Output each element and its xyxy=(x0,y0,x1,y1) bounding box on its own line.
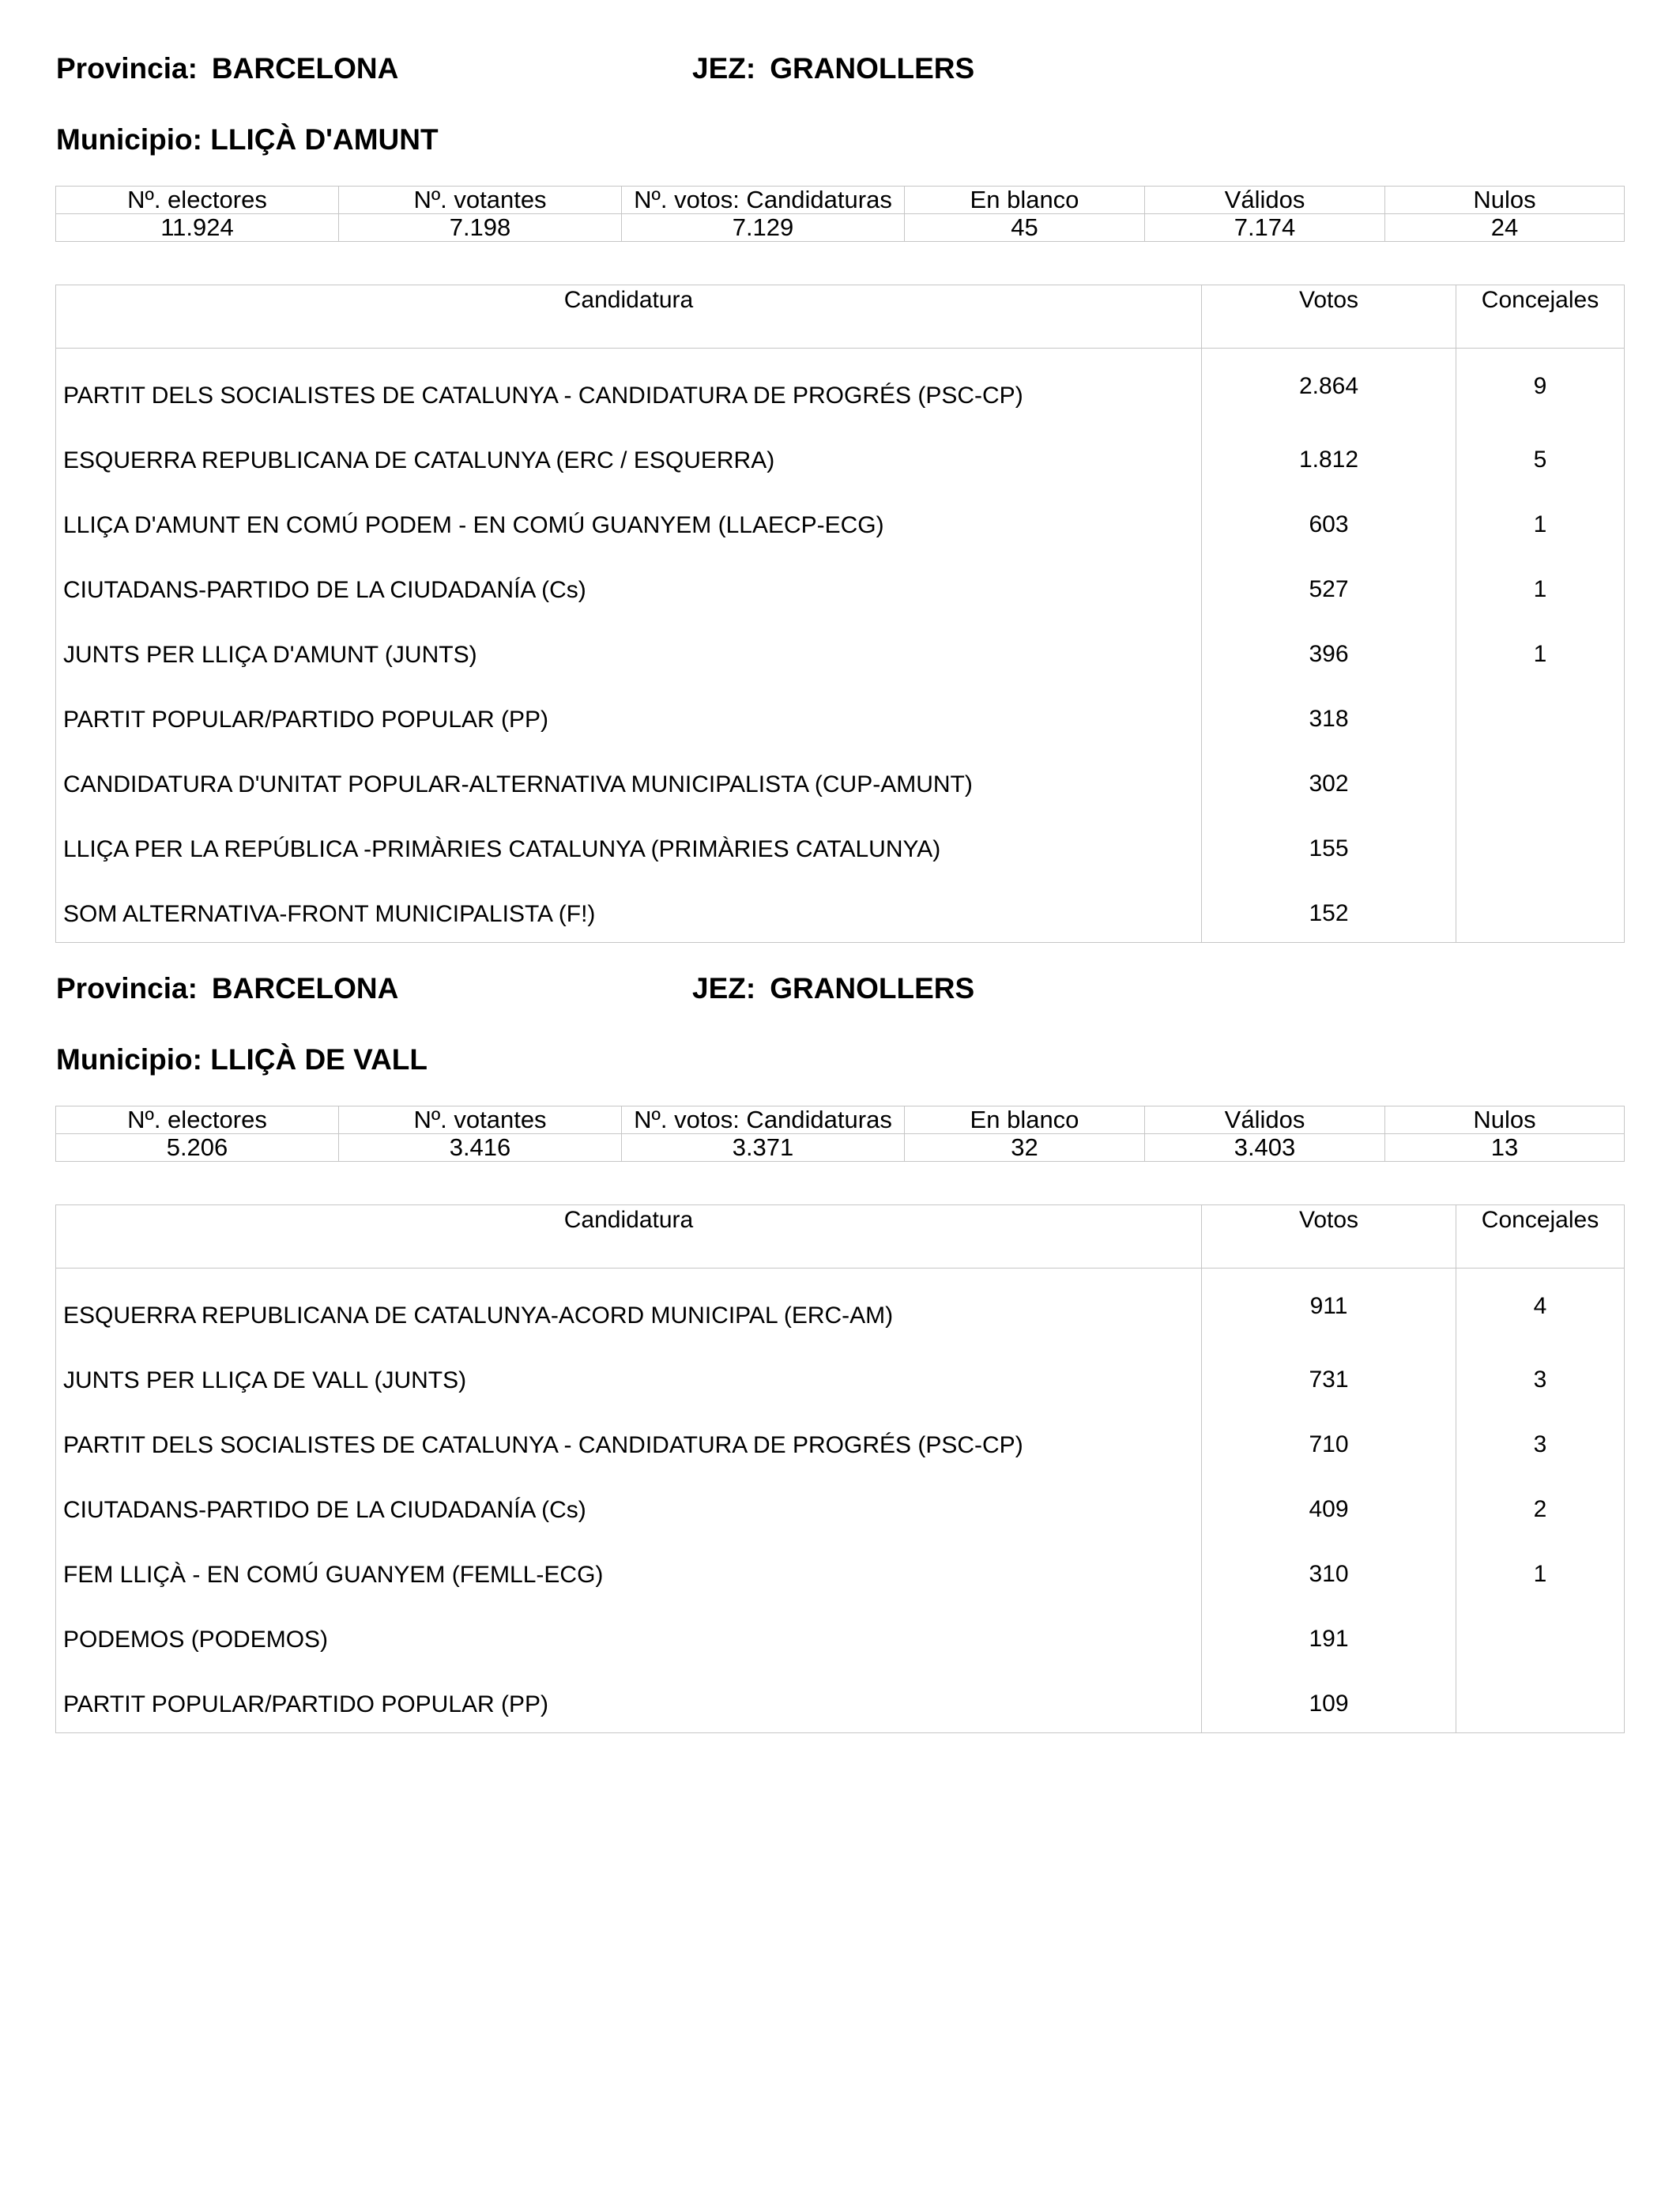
table-row xyxy=(56,424,1625,488)
concejales-value xyxy=(1456,748,1625,812)
jez-line xyxy=(692,971,974,1006)
concejales-value: 1 xyxy=(1456,618,1625,683)
concejales-value xyxy=(1456,812,1625,877)
jez-value: GRANOLLERS xyxy=(770,52,975,85)
votos-value: 409 xyxy=(1202,1473,1456,1538)
votos-value: 731 xyxy=(1202,1344,1456,1408)
stats-header-validos: Válidos xyxy=(1145,1106,1385,1134)
table-row xyxy=(56,1344,1625,1408)
stats-value-validos: 7.174 xyxy=(1145,214,1385,242)
stats-value-votantes: 3.416 xyxy=(339,1134,622,1162)
table-row xyxy=(56,1603,1625,1668)
results-table xyxy=(55,1204,1625,1733)
concejales-value: 1 xyxy=(1456,553,1625,618)
concejales-value: 9 xyxy=(1456,349,1625,424)
votos-value: 1.812 xyxy=(1202,424,1456,488)
stats-header-row xyxy=(56,1106,1625,1134)
stats-header-validos: Válidos xyxy=(1145,187,1385,214)
stats-value-en-blanco: 32 xyxy=(905,1134,1145,1162)
table-row xyxy=(56,488,1625,553)
stats-header-en-blanco: En blanco xyxy=(905,1106,1145,1134)
stats-value-votos-candidaturas: 7.129 xyxy=(622,214,905,242)
table-row xyxy=(56,1668,1625,1733)
stats-header-en-blanco: En blanco xyxy=(905,187,1145,214)
stats-value-electores: 5.206 xyxy=(56,1134,339,1162)
concejales-value xyxy=(1456,683,1625,748)
candidatura-name: CIUTADANS-PARTIDO DE LA CIUDADANÍA (Cs) xyxy=(56,1473,1202,1538)
concejales-value: 3 xyxy=(1456,1344,1625,1408)
summary-stats-table xyxy=(55,186,1625,242)
candidatura-name: LLIÇA D'AMUNT EN COMÚ PODEM - EN COMÚ GUANYEM (LLAECP-ECG) xyxy=(56,488,1202,553)
municipio-line xyxy=(56,1042,428,1077)
results-header-votos: Votos xyxy=(1202,285,1456,349)
municipio-label: Municipio: xyxy=(56,1043,202,1076)
concejales-value xyxy=(1456,877,1625,943)
results-header-candidatura: Candidatura xyxy=(56,1205,1202,1269)
results-table xyxy=(55,285,1625,943)
concejales-value: 4 xyxy=(1456,1269,1625,1344)
candidatura-name: ESQUERRA REPUBLICANA DE CATALUNYA-ACORD MUNICIPAL (ERC-AM) xyxy=(56,1269,1202,1344)
table-row xyxy=(56,812,1625,877)
candidatura-name: JUNTS PER LLIÇA D'AMUNT (JUNTS) xyxy=(56,618,1202,683)
votos-value: 310 xyxy=(1202,1538,1456,1603)
summary-stats-table xyxy=(55,1106,1625,1162)
votos-value: 603 xyxy=(1202,488,1456,553)
stats-header-votantes: Nº. votantes xyxy=(339,187,622,214)
jez-value: GRANOLLERS xyxy=(770,972,975,1005)
concejales-value: 3 xyxy=(1456,1408,1625,1473)
stats-value-validos: 3.403 xyxy=(1145,1134,1385,1162)
results-header-row xyxy=(56,285,1625,349)
provincia-value: BARCELONA xyxy=(211,52,399,85)
candidatura-name: LLIÇA PER LA REPÚBLICA -PRIMÀRIES CATALUNYA (PRIMÀRIES CATALUNYA) xyxy=(56,812,1202,877)
stats-header-nulos: Nulos xyxy=(1385,1106,1625,1134)
concejales-value: 2 xyxy=(1456,1473,1625,1538)
stats-value-row xyxy=(56,1134,1625,1162)
jez-label: JEZ: xyxy=(692,52,756,85)
candidatura-name: PARTIT POPULAR/PARTIDO POPULAR (PP) xyxy=(56,1668,1202,1733)
votos-value: 396 xyxy=(1202,618,1456,683)
candidatura-name: JUNTS PER LLIÇA DE VALL (JUNTS) xyxy=(56,1344,1202,1408)
results-header-row xyxy=(56,1205,1625,1269)
table-row xyxy=(56,877,1625,943)
table-row xyxy=(56,1269,1625,1344)
table-row xyxy=(56,1538,1625,1603)
votos-value: 152 xyxy=(1202,877,1456,943)
stats-value-votos-candidaturas: 3.371 xyxy=(622,1134,905,1162)
candidatura-name: PARTIT POPULAR/PARTIDO POPULAR (PP) xyxy=(56,683,1202,748)
votos-value: 710 xyxy=(1202,1408,1456,1473)
provincia-label: Provincia: xyxy=(56,52,198,85)
provincia-line xyxy=(56,971,398,1006)
votos-value: 155 xyxy=(1202,812,1456,877)
jez-line xyxy=(692,51,974,86)
stats-header-votos-candidaturas: Nº. votos: Candidaturas xyxy=(622,1106,905,1134)
stats-header-votos-candidaturas: Nº. votos: Candidaturas xyxy=(622,187,905,214)
table-row xyxy=(56,1473,1625,1538)
results-header-candidatura: Candidatura xyxy=(56,285,1202,349)
table-row xyxy=(56,1408,1625,1473)
candidatura-name: CANDIDATURA D'UNITAT POPULAR-ALTERNATIVA MUNICIPALISTA (CUP-AMUNT) xyxy=(56,748,1202,812)
candidatura-name: FEM LLIÇÀ - EN COMÚ GUANYEM (FEMLL-ECG) xyxy=(56,1538,1202,1603)
concejales-value: 1 xyxy=(1456,488,1625,553)
votos-value: 191 xyxy=(1202,1603,1456,1668)
table-row xyxy=(56,683,1625,748)
votos-value: 911 xyxy=(1202,1269,1456,1344)
stats-header-votantes: Nº. votantes xyxy=(339,1106,622,1134)
table-row xyxy=(56,349,1625,424)
results-header-concejales: Concejales xyxy=(1456,1205,1625,1269)
municipio-label: Municipio: xyxy=(56,123,202,156)
votos-value: 302 xyxy=(1202,748,1456,812)
provincia-value: BARCELONA xyxy=(211,972,399,1005)
provincia-line xyxy=(56,51,398,86)
concejales-value: 5 xyxy=(1456,424,1625,488)
candidatura-name: ESQUERRA REPUBLICANA DE CATALUNYA (ERC / ESQUERRA) xyxy=(56,424,1202,488)
stats-header-nulos: Nulos xyxy=(1385,187,1625,214)
provincia-label: Provincia: xyxy=(56,972,198,1005)
candidatura-name: PARTIT DELS SOCIALISTES DE CATALUNYA - CANDIDATURA DE PROGRÉS (PSC-CP) xyxy=(56,349,1202,424)
stats-value-electores: 11.924 xyxy=(56,214,339,242)
concejales-value xyxy=(1456,1668,1625,1733)
table-row xyxy=(56,748,1625,812)
votos-value: 2.864 xyxy=(1202,349,1456,424)
stats-header-row xyxy=(56,187,1625,214)
municipio-line xyxy=(56,123,439,157)
concejales-value xyxy=(1456,1603,1625,1668)
candidatura-name: PODEMOS (PODEMOS) xyxy=(56,1603,1202,1668)
stats-header-electores: Nº. electores xyxy=(56,1106,339,1134)
votos-value: 109 xyxy=(1202,1668,1456,1733)
table-row xyxy=(56,618,1625,683)
stats-header-electores: Nº. electores xyxy=(56,187,339,214)
concejales-value: 1 xyxy=(1456,1538,1625,1603)
stats-value-nulos: 13 xyxy=(1385,1134,1625,1162)
municipio-value: LLIÇÀ DE VALL xyxy=(210,1043,428,1076)
votos-value: 527 xyxy=(1202,553,1456,618)
stats-value-row xyxy=(56,214,1625,242)
table-row xyxy=(56,553,1625,618)
stats-value-votantes: 7.198 xyxy=(339,214,622,242)
votos-value: 318 xyxy=(1202,683,1456,748)
results-header-concejales: Concejales xyxy=(1456,285,1625,349)
candidatura-name: SOM ALTERNATIVA-FRONT MUNICIPALISTA (F!) xyxy=(56,877,1202,943)
candidatura-name: CIUTADANS-PARTIDO DE LA CIUDADANÍA (Cs) xyxy=(56,553,1202,618)
stats-value-en-blanco: 45 xyxy=(905,214,1145,242)
candidatura-name: PARTIT DELS SOCIALISTES DE CATALUNYA - CANDIDATURA DE PROGRÉS (PSC-CP) xyxy=(56,1408,1202,1473)
stats-value-nulos: 24 xyxy=(1385,214,1625,242)
jez-label: JEZ: xyxy=(692,972,756,1005)
municipio-value: LLIÇÀ D'AMUNT xyxy=(210,123,439,156)
results-header-votos: Votos xyxy=(1202,1205,1456,1269)
